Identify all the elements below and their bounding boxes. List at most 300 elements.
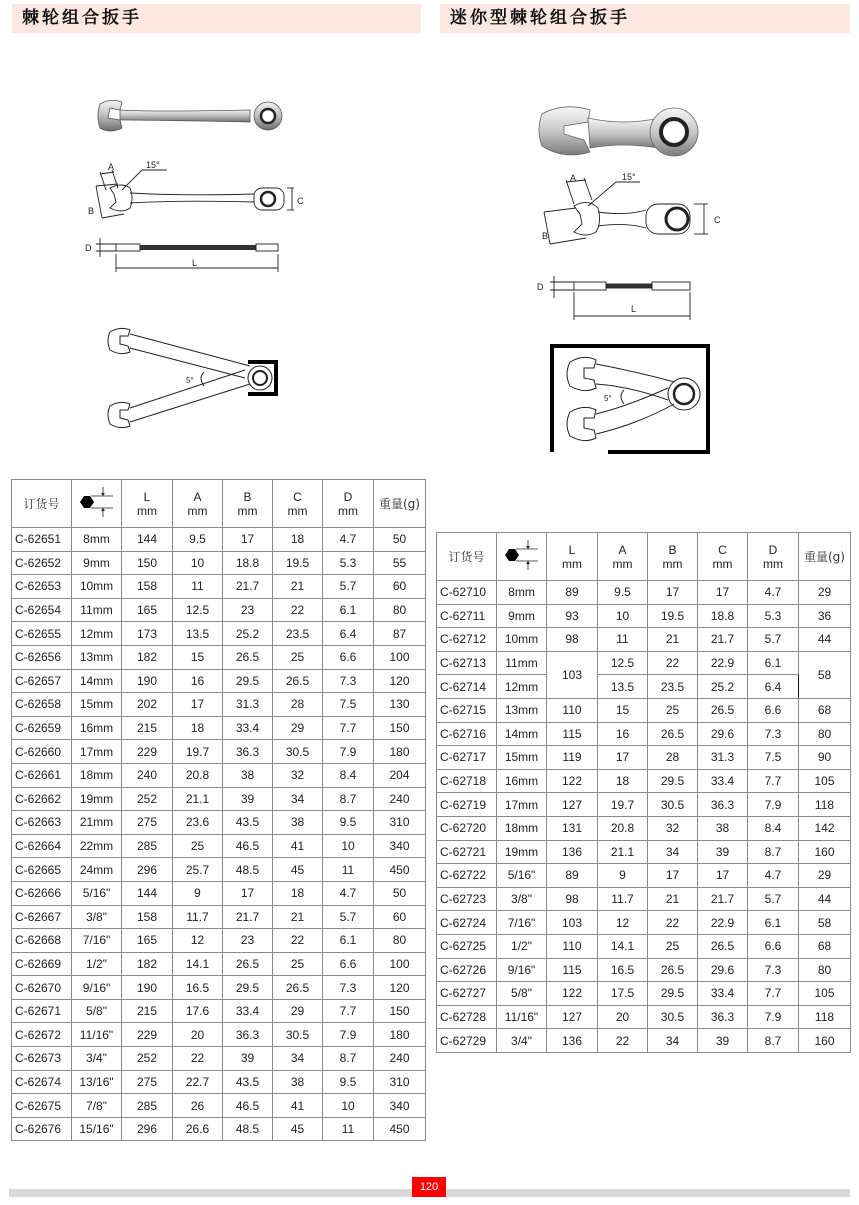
cell-l: 158 — [122, 575, 173, 599]
cell-b: 48.5 — [223, 858, 273, 882]
header-d: D mm — [323, 480, 374, 528]
cell-code: C-62713 — [437, 651, 497, 675]
cell-b: 21 — [648, 887, 698, 911]
cell-size: 24mm — [72, 858, 122, 882]
cell-code: C-62656 — [12, 645, 72, 669]
cell-b: 34 — [648, 1029, 698, 1053]
table-row — [12, 622, 426, 646]
cell-b: 31.3 — [223, 693, 273, 717]
header-l: L mm — [122, 480, 173, 528]
table-header-row — [437, 533, 851, 581]
cell-l: 165 — [122, 929, 173, 953]
cell-weight: 60 — [374, 575, 426, 599]
cell-d: 5.7 — [748, 887, 799, 911]
cell-code: C-62714 — [437, 675, 497, 699]
cell-a: 20 — [173, 1023, 223, 1047]
cell-a: 12 — [173, 929, 223, 953]
cell-size: 11/16" — [497, 1005, 547, 1029]
cell-code: C-62675 — [12, 1094, 72, 1118]
dimension-label-l: L — [192, 258, 198, 268]
header-d: D mm — [748, 533, 799, 581]
cell-c: 25 — [273, 645, 323, 669]
table-row — [12, 528, 426, 552]
cell-size: 15mm — [72, 693, 122, 717]
table-row — [12, 952, 426, 976]
cell-code: C-62658 — [12, 693, 72, 717]
cell-b: 43.5 — [223, 1070, 273, 1094]
cell-size: 10mm — [497, 628, 547, 652]
cell-d: 8.7 — [323, 1047, 374, 1071]
cell-size: 5/16" — [497, 864, 547, 888]
cell-d: 7.9 — [748, 1005, 799, 1029]
cell-size: 13/16" — [72, 1070, 122, 1094]
cell-code: C-62716 — [437, 722, 497, 746]
cell-weight: 100 — [374, 645, 426, 669]
table-row — [437, 581, 851, 605]
cell-b: 30.5 — [648, 793, 698, 817]
cell-c: 45 — [273, 858, 323, 882]
cell-l: 158 — [122, 905, 173, 929]
cell-a: 16 — [173, 669, 223, 693]
cell-a: 22 — [173, 1047, 223, 1071]
cell-d: 7.3 — [323, 976, 374, 1000]
cell-c: 26.5 — [698, 698, 748, 722]
cell-b: 23 — [223, 598, 273, 622]
cell-d: 6.1 — [748, 651, 799, 675]
cell-b: 18.8 — [223, 551, 273, 575]
cell-size: 9mm — [497, 604, 547, 628]
cell-weight: 310 — [374, 1070, 426, 1094]
cell-b: 22 — [648, 651, 698, 675]
cell-b: 17 — [648, 864, 698, 888]
header-order-number: 订货号 — [437, 533, 497, 581]
cell-size: 21mm — [72, 811, 122, 835]
cell-weight: 118 — [799, 1005, 851, 1029]
cell-a: 21.1 — [598, 840, 648, 864]
cell-d: 6.4 — [748, 675, 799, 699]
cell-b: 33.4 — [223, 999, 273, 1023]
cell-size: 18mm — [72, 763, 122, 787]
cell-d: 4.7 — [323, 528, 374, 552]
header-weight: 重量(g) — [799, 533, 851, 581]
table-row — [437, 816, 851, 840]
cell-l: 103 — [547, 651, 598, 698]
cell-size: 11mm — [72, 598, 122, 622]
cell-weight: 55 — [374, 551, 426, 575]
cell-l: 296 — [122, 1117, 173, 1141]
cell-weight: 68 — [799, 934, 851, 958]
cell-b: 23 — [223, 929, 273, 953]
table-row — [12, 763, 426, 787]
table-row — [12, 1094, 426, 1118]
cell-l: 150 — [122, 551, 173, 575]
cell-d: 9.5 — [323, 1070, 374, 1094]
cell-b: 28 — [648, 746, 698, 770]
stubby-wrench-photo — [534, 98, 714, 168]
cell-size: 19mm — [72, 787, 122, 811]
cell-l: 115 — [547, 958, 598, 982]
cell-a: 10 — [173, 551, 223, 575]
cell-b: 25 — [648, 934, 698, 958]
cell-c: 29 — [273, 999, 323, 1023]
stubby-ratchet-wrench-spec-table — [436, 532, 851, 1053]
cell-size: 1/2" — [497, 934, 547, 958]
cell-d: 4.7 — [323, 881, 374, 905]
cell-size: 13mm — [497, 698, 547, 722]
table-row — [12, 740, 426, 764]
cell-l: 296 — [122, 858, 173, 882]
cell-d: 5.3 — [323, 551, 374, 575]
cell-b: 32 — [648, 816, 698, 840]
table-row — [437, 769, 851, 793]
cell-l: 103 — [547, 911, 598, 935]
cell-a: 23.6 — [173, 811, 223, 835]
cell-a: 11 — [598, 628, 648, 652]
stubby-dimension-label-l: L — [631, 304, 637, 314]
section-title-ratchet-combination-wrench: 棘轮组合扳手 — [12, 4, 421, 33]
cell-d: 11 — [323, 1117, 374, 1141]
cell-c: 41 — [273, 834, 323, 858]
hex-size-icon — [502, 538, 542, 572]
cell-b: 34 — [648, 840, 698, 864]
cell-c: 33.4 — [698, 982, 748, 1006]
swing-angle-label: 5° — [186, 376, 194, 385]
table-row — [437, 1029, 851, 1053]
cell-b: 38 — [223, 763, 273, 787]
cell-d: 6.6 — [323, 952, 374, 976]
cell-l: 127 — [547, 793, 598, 817]
cell-b: 21 — [648, 628, 698, 652]
cell-c: 36.3 — [698, 1005, 748, 1029]
cell-l: 182 — [122, 952, 173, 976]
wrench-photo — [90, 92, 290, 142]
cell-c: 36.3 — [698, 793, 748, 817]
cell-size: 13mm — [72, 645, 122, 669]
table-row — [437, 793, 851, 817]
cell-code: C-62651 — [12, 528, 72, 552]
cell-d: 10 — [323, 1094, 374, 1118]
cell-a: 9 — [598, 864, 648, 888]
cell-c: 26.5 — [698, 934, 748, 958]
cell-d: 7.3 — [748, 722, 799, 746]
cell-c: 21.7 — [698, 628, 748, 652]
cell-code: C-62662 — [12, 787, 72, 811]
cell-code: C-62710 — [437, 581, 497, 605]
cell-b: 36.3 — [223, 740, 273, 764]
cell-code: C-62670 — [12, 976, 72, 1000]
cell-size: 22mm — [72, 834, 122, 858]
section-title-stubby-ratchet-combination-wrench: 迷你型棘轮组合扳手 — [440, 4, 850, 33]
cell-c: 41 — [273, 1094, 323, 1118]
cell-d: 7.3 — [323, 669, 374, 693]
cell-l: 136 — [547, 840, 598, 864]
cell-d: 6.1 — [323, 598, 374, 622]
cell-a: 14.1 — [173, 952, 223, 976]
page-number: 120 — [412, 1177, 446, 1197]
cell-c: 17 — [698, 864, 748, 888]
cell-size: 9/16" — [497, 958, 547, 982]
header-c: C mm — [273, 480, 323, 528]
cell-d: 6.6 — [323, 645, 374, 669]
cell-code: C-62660 — [12, 740, 72, 764]
table-row — [437, 958, 851, 982]
cell-c: 38 — [698, 816, 748, 840]
cell-a: 15 — [173, 645, 223, 669]
cell-weight: 240 — [374, 787, 426, 811]
cell-a: 21.1 — [173, 787, 223, 811]
table-row — [12, 645, 426, 669]
table-row — [12, 551, 426, 575]
cell-d: 6.6 — [748, 698, 799, 722]
cell-l: 89 — [547, 581, 598, 605]
cell-weight: 340 — [374, 1094, 426, 1118]
cell-a: 17 — [598, 746, 648, 770]
cell-a: 12.5 — [173, 598, 223, 622]
cell-a: 16 — [598, 722, 648, 746]
table-row — [437, 864, 851, 888]
cell-b: 17 — [648, 581, 698, 605]
cell-size: 5/8" — [72, 999, 122, 1023]
table-row — [437, 604, 851, 628]
angle-label-15: 15° — [146, 160, 160, 170]
cell-code: C-62715 — [437, 698, 497, 722]
cell-l: 173 — [122, 622, 173, 646]
cell-size: 9mm — [72, 551, 122, 575]
cell-b: 25.2 — [223, 622, 273, 646]
cell-d: 5.7 — [323, 575, 374, 599]
cell-c: 18.8 — [698, 604, 748, 628]
cell-d: 7.7 — [748, 982, 799, 1006]
cell-a: 26 — [173, 1094, 223, 1118]
cell-weight: 58 — [799, 911, 851, 935]
cell-size: 16mm — [72, 716, 122, 740]
cell-c: 25 — [273, 952, 323, 976]
cell-l: 252 — [122, 1047, 173, 1071]
cell-code: C-62723 — [437, 887, 497, 911]
cell-l: 136 — [547, 1029, 598, 1053]
cell-weight: 340 — [374, 834, 426, 858]
cell-d: 7.5 — [748, 746, 799, 770]
cell-weight: 118 — [799, 793, 851, 817]
cell-d: 5.7 — [748, 628, 799, 652]
cell-b: 39 — [223, 1047, 273, 1071]
ratchet-wrench-spec-table — [11, 479, 426, 1141]
stubby-wrench-side-view-diagram — [534, 276, 704, 324]
cell-d: 4.7 — [748, 864, 799, 888]
cell-c: 17 — [698, 581, 748, 605]
cell-a: 9 — [173, 881, 223, 905]
cell-d: 6.6 — [748, 934, 799, 958]
cell-code: C-62663 — [12, 811, 72, 835]
cell-c: 31.3 — [698, 746, 748, 770]
cell-b: 19.5 — [648, 604, 698, 628]
table-row — [12, 834, 426, 858]
table-row — [437, 746, 851, 770]
cell-c: 25.2 — [698, 675, 748, 699]
cell-l: 190 — [122, 976, 173, 1000]
cell-size: 3/8" — [497, 887, 547, 911]
table-row — [12, 669, 426, 693]
cell-l: 285 — [122, 1094, 173, 1118]
table-row — [12, 716, 426, 740]
cell-a: 15 — [598, 698, 648, 722]
stubby-dimension-label-a: A — [570, 173, 577, 183]
cell-l: 229 — [122, 1023, 173, 1047]
cell-b: 33.4 — [223, 716, 273, 740]
cell-d: 7.9 — [748, 793, 799, 817]
cell-size: 7/16" — [72, 929, 122, 953]
cell-c: 34 — [273, 1047, 323, 1071]
cell-d: 5.3 — [748, 604, 799, 628]
cell-weight: 80 — [374, 929, 426, 953]
cell-d: 5.7 — [323, 905, 374, 929]
cell-weight: 80 — [374, 598, 426, 622]
table-row — [12, 905, 426, 929]
cell-c: 22.9 — [698, 911, 748, 935]
table-row — [437, 628, 851, 652]
cell-size: 3/4" — [72, 1047, 122, 1071]
cell-d: 7.9 — [323, 1023, 374, 1047]
cell-a: 22 — [598, 1029, 648, 1053]
cell-a: 25 — [173, 834, 223, 858]
cell-d: 6.1 — [323, 929, 374, 953]
cell-weight: 204 — [374, 763, 426, 787]
cell-weight: 44 — [799, 628, 851, 652]
cell-a: 10 — [598, 604, 648, 628]
cell-code: C-62717 — [437, 746, 497, 770]
cell-b: 29.5 — [648, 769, 698, 793]
header-size — [497, 533, 547, 581]
cell-c: 18 — [273, 881, 323, 905]
cell-b: 26.5 — [648, 722, 698, 746]
cell-c: 23.5 — [273, 622, 323, 646]
cell-c: 21.7 — [698, 887, 748, 911]
cell-d: 7.3 — [748, 958, 799, 982]
cell-code: C-62664 — [12, 834, 72, 858]
hex-size-icon — [77, 485, 117, 519]
cell-code: C-62661 — [12, 763, 72, 787]
dimension-label-d: D — [85, 243, 92, 253]
cell-weight: 310 — [374, 811, 426, 835]
cell-code: C-62711 — [437, 604, 497, 628]
stubby-swing-angle-label: 5° — [604, 394, 612, 403]
cell-c: 26.5 — [273, 976, 323, 1000]
cell-d: 8.4 — [323, 763, 374, 787]
cell-l: 190 — [122, 669, 173, 693]
cell-a: 13.5 — [173, 622, 223, 646]
cell-code: C-62669 — [12, 952, 72, 976]
cell-code: C-62676 — [12, 1117, 72, 1141]
cell-weight: 29 — [799, 864, 851, 888]
cell-b: 48.5 — [223, 1117, 273, 1141]
cell-a: 13.5 — [598, 675, 648, 699]
cell-size: 18mm — [497, 816, 547, 840]
header-size — [72, 480, 122, 528]
cell-size: 9/16" — [72, 976, 122, 1000]
cell-l: 275 — [122, 811, 173, 835]
cell-b: 26.5 — [223, 645, 273, 669]
cell-c: 29.6 — [698, 722, 748, 746]
cell-l: 93 — [547, 604, 598, 628]
cell-weight: 60 — [374, 905, 426, 929]
cell-weight: 36 — [799, 604, 851, 628]
cell-weight: 120 — [374, 669, 426, 693]
cell-code: C-62726 — [437, 958, 497, 982]
cell-size: 12mm — [497, 675, 547, 699]
cell-b: 23.5 — [648, 675, 698, 699]
cell-a: 26.6 — [173, 1117, 223, 1141]
cell-b: 17 — [223, 528, 273, 552]
table-row — [12, 858, 426, 882]
cell-size: 5/8" — [497, 982, 547, 1006]
cell-b: 43.5 — [223, 811, 273, 835]
cell-code: C-62652 — [12, 551, 72, 575]
cell-code: C-62722 — [437, 864, 497, 888]
cell-size: 3/4" — [497, 1029, 547, 1053]
cell-b: 36.3 — [223, 1023, 273, 1047]
table-row — [12, 881, 426, 905]
cell-code: C-62653 — [12, 575, 72, 599]
cell-a: 12.5 — [598, 651, 648, 675]
cell-code: C-62657 — [12, 669, 72, 693]
cell-weight: 105 — [799, 769, 851, 793]
table-row — [12, 976, 426, 1000]
cell-l: 252 — [122, 787, 173, 811]
cell-c: 38 — [273, 811, 323, 835]
cell-code: C-62674 — [12, 1070, 72, 1094]
cell-l: 275 — [122, 1070, 173, 1094]
cell-d: 7.9 — [323, 740, 374, 764]
wrench-top-view-diagram — [82, 158, 312, 228]
table-row — [437, 934, 851, 958]
cell-weight: 90 — [799, 746, 851, 770]
cell-a: 16.5 — [173, 976, 223, 1000]
cell-c: 30.5 — [273, 1023, 323, 1047]
cell-weight: 150 — [374, 999, 426, 1023]
cell-b: 21.7 — [223, 905, 273, 929]
cell-l: 110 — [547, 934, 598, 958]
table-row — [437, 722, 851, 746]
cell-size: 8mm — [72, 528, 122, 552]
cell-d: 8.4 — [748, 816, 799, 840]
cell-code: C-62659 — [12, 716, 72, 740]
cell-d: 4.7 — [748, 581, 799, 605]
cell-code: C-62665 — [12, 858, 72, 882]
cell-size: 15mm — [497, 746, 547, 770]
table-row — [437, 651, 851, 675]
cell-weight: 80 — [799, 958, 851, 982]
cell-d: 7.7 — [323, 716, 374, 740]
cell-d: 7.5 — [323, 693, 374, 717]
cell-weight: 450 — [374, 1117, 426, 1141]
cell-b: 46.5 — [223, 834, 273, 858]
cell-c: 30.5 — [273, 740, 323, 764]
cell-a: 19.7 — [598, 793, 648, 817]
cell-weight: 240 — [374, 1047, 426, 1071]
cell-d: 7.7 — [323, 999, 374, 1023]
cell-size: 12mm — [72, 622, 122, 646]
table-header-row — [12, 480, 426, 528]
dimension-label-b: B — [88, 206, 95, 216]
header-l: L mm — [547, 533, 598, 581]
cell-a: 20 — [598, 1005, 648, 1029]
cell-l: 98 — [547, 887, 598, 911]
table-row — [12, 1117, 426, 1141]
table-row — [12, 811, 426, 835]
cell-c: 39 — [698, 840, 748, 864]
cell-code: C-62724 — [437, 911, 497, 935]
cell-l: 131 — [547, 816, 598, 840]
